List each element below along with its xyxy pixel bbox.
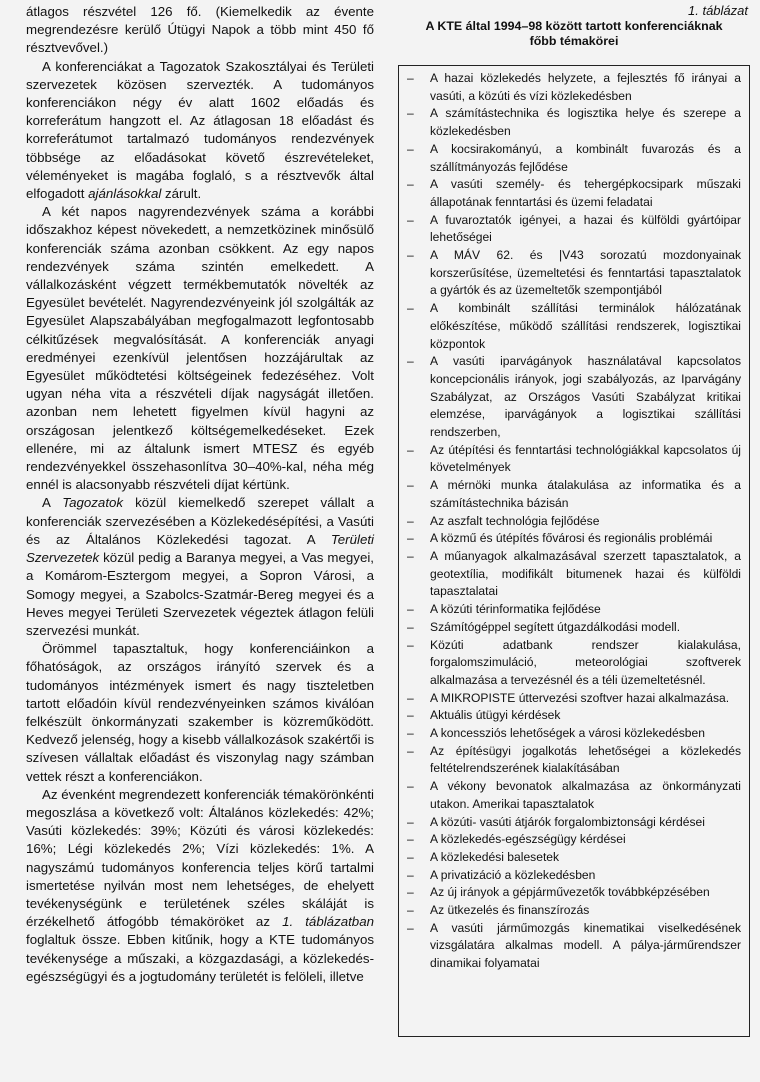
topic-item: [405, 814, 741, 832]
paragraph-text: A: [42, 495, 63, 511]
topic-text: A műanyagok alkalmazásával szerzett tapasztalatok, a geotextília, modifikált bitumenek hazai és külföldi tapasztalatai: [430, 548, 741, 599]
list-dash: –: [407, 726, 414, 741]
paragraph-text: zárult.: [161, 186, 202, 202]
topic-text: A vasúti járműmozgás kinematikai viselkedésének vizsgálatára alkalmas modell. A pálya-járműrendszer dinamikai folyamatai: [430, 920, 741, 971]
list-dash: –: [407, 849, 414, 864]
paragraph: [26, 3, 374, 58]
topic-item: [405, 247, 741, 300]
paragraph-text: A két napos nagyrendezvények száma a korábbi időszakhoz képest növekedett, a nemzetközinek minősülő konferenciák száma azonban csökkent. Az egy napos rendezvények száma szintén emelkedett. A vállalkozásként végzett termékbemutatók növelték az Egyesület bevételét. Nagyrendezvényeink jól szolgálták az Egyesület Alapszabályában megfogalmazott legfontosabb célkitűzések megvalósítását. A konferenciák anyagi eredményei ezenkívül jelentősen hozzájárultak az Egyesület működtetési költségeinek fedezéséhez. Volt ugyan néha vita a részvételi díjak nagyságát illetően. azonban nem lehetett figyelmen kívül hagyni az országosan jelentkező költségemelkedéseket. Ezek ellenére, mi az általunk ismert MTESZ és egyéb rendezvényekkel összehasonlítva 30–40%-kal, néha még ennél is alacsonyabb részvételi díjat kértünk.: [26, 204, 374, 493]
topic-text: Számítógéppel segített útgazdálkodási modell.: [430, 619, 681, 634]
list-dash: –: [407, 354, 414, 369]
topic-text: A kocsirakományú, a kombinált fuvarozás és a szállítmányozás fejlődése: [430, 141, 741, 174]
topic-item: [405, 601, 741, 619]
topic-item: [405, 778, 741, 813]
topic-text: A MÁV 62. és |V43 sorozatú mozdonyainak korszerűsítése, üzemeltetési és fenntartási tapasztalatok a gyártók és az üzemeltetők szempontjából: [430, 248, 741, 298]
topic-item: [405, 212, 741, 247]
list-dash: –: [407, 513, 414, 528]
topic-item: [405, 353, 741, 442]
list-dash: –: [407, 832, 414, 847]
list-dash: –: [407, 71, 414, 85]
topic-item: [405, 548, 741, 601]
topic-item: [405, 902, 741, 920]
topic-text: A számítástechnika és logisztika helye és szerepe a közlekedésben: [430, 106, 741, 139]
topic-text: A közúti térinformatika fejlődése: [430, 602, 601, 617]
topic-text: A közmű és útépítés fővárosi és regionális problémái: [430, 531, 713, 546]
topic-text: A közlekedési balesetek: [430, 849, 560, 864]
topic-text: A fuvaroztatók igényei, a hazai és külföldi gyártóipar lehetőségei: [430, 212, 741, 245]
topic-item: [405, 690, 741, 708]
list-dash: –: [407, 442, 414, 457]
topic-list: [405, 70, 741, 973]
topic-text: Az útépítési és fenntartási technológiákkal kapcsolatos új követelmények: [430, 442, 741, 475]
table-title-line: A KTE által 1994–98 között tartott konferenciáknak: [425, 19, 723, 33]
list-dash: –: [407, 885, 414, 900]
list-dash: –: [407, 903, 414, 918]
list-dash: –: [407, 743, 414, 758]
list-dash: –: [407, 301, 414, 316]
topic-text: A hazai közlekedés helyzete, a fejlesztés fő irányai a vasúti, a közúti és vízi közlekedésben: [430, 71, 741, 103]
topic-item: [405, 477, 741, 512]
topic-text: A privatizáció a közlekedésben: [430, 867, 596, 882]
topic-text: Közúti adatbank rendszer kialakulása, forgalomszimuláció, meteorológiai szoftverek alkalmazása a tervezésnél és a téli üzemeltetésnél.: [430, 637, 741, 687]
paragraph: [26, 786, 374, 986]
topic-item: [405, 513, 741, 531]
topic-text: Az ütkezelés és finanszírozás: [430, 903, 590, 918]
topic-text: A vékony bevonatok alkalmazása az önkormányzati utakon. Amerikai tapasztalatok: [430, 779, 741, 811]
list-dash: –: [407, 478, 414, 493]
topic-item: [405, 637, 741, 690]
list-dash: –: [407, 602, 414, 617]
topic-item: [405, 300, 741, 353]
table-title-line: főbb témakörei: [529, 34, 619, 48]
list-dash: –: [407, 814, 414, 829]
list-dash: –: [407, 920, 414, 935]
topic-item: [405, 619, 741, 637]
paragraph: [26, 58, 374, 204]
topic-item: [405, 530, 741, 548]
topic-text: A MIKROPISTE úttervezési szoftver hazai alkalmazása.: [430, 690, 730, 705]
body-text-column: [26, 3, 374, 986]
topic-item: [405, 725, 741, 743]
paragraph-text: A konferenciákat a Tagozatok Szakosztályai és Területi szervezetek közösen szervezték. A tudományos konferenciákon négy év alatt 1602 előadás és korreferátum hangzott el. Az átlagosan 18 előadást és korreferátumot tartalmazó tudományos rendezvények többsége az előadásokat követő észrevételeket, véleményeket is magába foglaló, s a résztvevők által elfogadott: [26, 58, 374, 202]
list-dash: –: [407, 690, 414, 705]
topic-text: Az építésügyi jogalkotás lehetőségei a közlekedés feltételrendszerének kialakításában: [430, 743, 741, 776]
paragraph-text: közül kiemelkedő szerepet vállalt a konferenciák szervezésében a Közlekedésépítési, a Vasúti és az Általános Közlekedési tagozat. A: [26, 495, 374, 547]
paragraph-text: Az évenként megrendezett konferenciák témakörönkénti megoszlása a következő volt: Általános közlekedés: 42%; Vasúti közlekedés: 39%; Közúti és városi közlekedés: 16%; Légi közlekedés 2%; Vízi közlekedés: 1%. A nagyszámú tudományos konferencia teljes körű tartalmi ismertetése nyilván most nem lehetséges, de ehelyett tevékenységünk e területének széles skáláját is érzékelhető átfogóbb témaköröket az: [26, 786, 374, 930]
topic-text: A közúti- vasúti átjárók forgalombiztonsági kérdései: [430, 814, 705, 829]
paragraph-text: közül pedig a Baranya megyei, a Vas megyei, a Komárom-Esztergom megyei, a Sopron Városi, a Somogy megyei, a Szabolcs-Szatmár-Bereg megyei és a Heves megyei Területi Szervezetek végeztek átlagon felüli szervezési munkát.: [26, 550, 374, 638]
emphasized-text: 1. táblázatban: [282, 914, 374, 930]
topic-text: A vasúti személy- és tehergépkocsipark műszaki állapotának fenntartási és üzemi feladatai: [430, 177, 741, 209]
list-dash: –: [407, 548, 414, 563]
topic-item: [405, 105, 741, 140]
topic-item: [405, 867, 741, 885]
paragraph-text: Örömmel tapasztaltuk, hogy konferenciáinkon a főhatóságok, az országos irányító szervek és a tudományos intézmények ismert és nagy tiszteletben tartott előadóin kívül rendezvényeinken számos kiválóan felkészült önkormányzati szakember is közreműködött. Kedvező jelenség, hogy a kisebb vállalkozások szakértői is szívesen vállaltak előadást és viszonylag nagy számban vettek részt a konferenciákon.: [26, 641, 374, 784]
topic-item: [405, 176, 741, 211]
table-column: [398, 3, 750, 1037]
list-dash: –: [407, 177, 414, 192]
paragraph: [26, 640, 374, 786]
topic-text: Az új irányok a gépjárművezetők továbbképzésében: [430, 885, 710, 900]
paragraph-text: átlagos részvétel 126 fő. (Kiemelkedik az évente megrendezésre kerülő Útügyi Napok a több mint 450 fő résztvevővel.): [26, 4, 374, 56]
emphasized-text: Területi Szervezetek: [26, 531, 374, 566]
emphasized-text: ajánlásokkal: [88, 186, 162, 202]
topic-text: Az aszfalt technológia fejlődése: [430, 513, 600, 528]
paragraph: [26, 203, 374, 494]
topic-item: [405, 70, 741, 105]
list-dash: –: [407, 637, 414, 652]
topic-item: [405, 849, 741, 867]
topic-item: [405, 920, 741, 973]
emphasized-text: Tagozatok: [62, 495, 124, 511]
list-dash: –: [407, 212, 414, 227]
topic-item: [405, 831, 741, 849]
list-dash: –: [407, 867, 414, 882]
list-dash: –: [407, 106, 414, 121]
topic-item: [405, 442, 741, 477]
topic-item: [405, 141, 741, 176]
topic-item: [405, 707, 741, 725]
table-box: [398, 65, 750, 1037]
paragraph-text: foglaltuk össze. Ebben kitűnik, hogy a KTE tudományos tevékenysége a műszaki, a közgazdasági, a közlekedés-egészségügyi és a jogtudomány területét is felöleli, illetve: [26, 932, 374, 984]
list-dash: –: [407, 248, 414, 263]
table-caption: 1. táblázat: [688, 3, 748, 18]
list-dash: –: [407, 141, 414, 156]
list-dash: –: [407, 779, 414, 794]
topic-text: A vasúti iparvágányok használatával kapcsolatos koncepcionális irányok, jogi szabályozás, az Iparvágány Szabályzat, az Országos Vasúti Szabályzat kritikai elemzése, iparvágányok a logisztikai szállítási rendszerben,: [430, 354, 741, 440]
topic-text: A kombinált szállítási terminálok hálózatának előkészítése, működő szállítási rendszerek, logisztikai központok: [430, 301, 741, 351]
list-dash: –: [407, 531, 414, 546]
list-dash: –: [407, 619, 414, 634]
list-dash: –: [407, 708, 414, 723]
topic-item: [405, 743, 741, 778]
topic-text: Aktuális útügyi kérdések: [430, 708, 561, 723]
topic-item: [405, 884, 741, 902]
topic-text: A mérnöki munka átalakulása az informatika és a számítástechnika bázisán: [430, 478, 741, 510]
paragraph: [26, 494, 374, 640]
table-title: [398, 19, 750, 49]
topic-text: A koncessziós lehetőségek a városi közlekedésben: [430, 726, 705, 741]
topic-text: A közlekedés-egészségügy kérdései: [430, 832, 626, 847]
